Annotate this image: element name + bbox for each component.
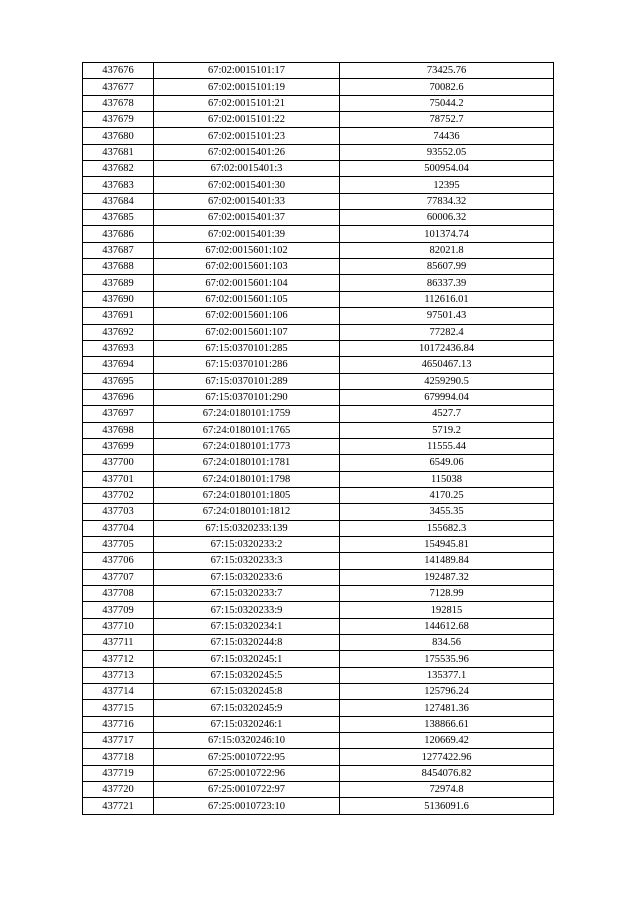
row-id-cell: 437707 bbox=[83, 569, 154, 585]
value-cell: 82021.8 bbox=[340, 242, 554, 258]
row-id-cell: 437686 bbox=[83, 226, 154, 242]
cadastral-number-cell: 67:02:0015401:37 bbox=[154, 210, 340, 226]
value-cell: 5136091.6 bbox=[340, 798, 554, 814]
cadastral-number-cell: 67:25:0010723:10 bbox=[154, 798, 340, 814]
value-cell: 3455.35 bbox=[340, 504, 554, 520]
table-row bbox=[83, 177, 554, 193]
value-cell: 500954.04 bbox=[340, 161, 554, 177]
row-id-cell: 437714 bbox=[83, 684, 154, 700]
row-id-cell: 437693 bbox=[83, 340, 154, 356]
cadastral-number-cell: 67:15:0320245:5 bbox=[154, 667, 340, 683]
row-id-cell: 437719 bbox=[83, 765, 154, 781]
cadastral-number-cell: 67:15:0320233:2 bbox=[154, 536, 340, 552]
row-id-cell: 437698 bbox=[83, 422, 154, 438]
cadastral-number-cell: 67:02:0015601:107 bbox=[154, 324, 340, 340]
value-cell: 12395 bbox=[340, 177, 554, 193]
table-row bbox=[83, 504, 554, 520]
row-id-cell: 437704 bbox=[83, 520, 154, 536]
row-id-cell: 437689 bbox=[83, 275, 154, 291]
cadastral-number-cell: 67:02:0015601:106 bbox=[154, 308, 340, 324]
row-id-cell: 437702 bbox=[83, 487, 154, 503]
table-row bbox=[83, 193, 554, 209]
value-cell: 73425.76 bbox=[340, 63, 554, 79]
table-row bbox=[83, 455, 554, 471]
table-row bbox=[83, 389, 554, 405]
value-cell: 4650467.13 bbox=[340, 357, 554, 373]
table-row bbox=[83, 128, 554, 144]
value-cell: 93552.05 bbox=[340, 144, 554, 160]
cadastral-number-cell: 67:02:0015401:3 bbox=[154, 161, 340, 177]
cadastral-number-cell: 67:24:0180101:1798 bbox=[154, 471, 340, 487]
cadastral-number-cell: 67:15:0320246:10 bbox=[154, 733, 340, 749]
table-row bbox=[83, 716, 554, 732]
value-cell: 75044.2 bbox=[340, 95, 554, 111]
value-cell: 7128.99 bbox=[340, 586, 554, 602]
row-id-cell: 437703 bbox=[83, 504, 154, 520]
value-cell: 144612.68 bbox=[340, 618, 554, 634]
row-id-cell: 437712 bbox=[83, 651, 154, 667]
table-row bbox=[83, 210, 554, 226]
row-id-cell: 437691 bbox=[83, 308, 154, 324]
cadastral-number-cell: 67:15:0370101:285 bbox=[154, 340, 340, 356]
table-row bbox=[83, 259, 554, 275]
cadastral-number-cell: 67:15:0370101:290 bbox=[154, 389, 340, 405]
table-row bbox=[83, 602, 554, 618]
row-id-cell: 437683 bbox=[83, 177, 154, 193]
row-id-cell: 437715 bbox=[83, 700, 154, 716]
row-id-cell: 437679 bbox=[83, 112, 154, 128]
value-cell: 192815 bbox=[340, 602, 554, 618]
cadastral-number-cell: 67:02:0015101:21 bbox=[154, 95, 340, 111]
row-id-cell: 437681 bbox=[83, 144, 154, 160]
value-cell: 78752.7 bbox=[340, 112, 554, 128]
table-row bbox=[83, 340, 554, 356]
table-row bbox=[83, 357, 554, 373]
table-row bbox=[83, 651, 554, 667]
table-row bbox=[83, 667, 554, 683]
row-id-cell: 437708 bbox=[83, 586, 154, 602]
table-row bbox=[83, 226, 554, 242]
cadastral-number-cell: 67:02:0015601:103 bbox=[154, 259, 340, 275]
cadastral-number-cell: 67:15:0320246:1 bbox=[154, 716, 340, 732]
row-id-cell: 437697 bbox=[83, 406, 154, 422]
table-row bbox=[83, 308, 554, 324]
table-body bbox=[83, 63, 554, 815]
table-row bbox=[83, 569, 554, 585]
cadastral-number-cell: 67:02:0015401:39 bbox=[154, 226, 340, 242]
row-id-cell: 437700 bbox=[83, 455, 154, 471]
row-id-cell: 437709 bbox=[83, 602, 154, 618]
cadastral-number-cell: 67:24:0180101:1759 bbox=[154, 406, 340, 422]
row-id-cell: 437680 bbox=[83, 128, 154, 144]
cadastral-number-cell: 67:24:0180101:1773 bbox=[154, 438, 340, 454]
table-row bbox=[83, 291, 554, 307]
value-cell: 77282.4 bbox=[340, 324, 554, 340]
table-row bbox=[83, 798, 554, 814]
value-cell: 10172436.84 bbox=[340, 340, 554, 356]
table-row bbox=[83, 586, 554, 602]
value-cell: 141489.84 bbox=[340, 553, 554, 569]
value-cell: 120669.42 bbox=[340, 733, 554, 749]
cadastral-number-cell: 67:15:0320234:1 bbox=[154, 618, 340, 634]
cadastral-number-cell: 67:15:0320233:139 bbox=[154, 520, 340, 536]
cadastral-value-table bbox=[82, 62, 554, 815]
value-cell: 77834.32 bbox=[340, 193, 554, 209]
cadastral-number-cell: 67:15:0370101:289 bbox=[154, 373, 340, 389]
table-row bbox=[83, 536, 554, 552]
row-id-cell: 437690 bbox=[83, 291, 154, 307]
value-cell: 85607.99 bbox=[340, 259, 554, 275]
value-cell: 4259290.5 bbox=[340, 373, 554, 389]
row-id-cell: 437696 bbox=[83, 389, 154, 405]
table-row bbox=[83, 144, 554, 160]
value-cell: 115038 bbox=[340, 471, 554, 487]
row-id-cell: 437713 bbox=[83, 667, 154, 683]
table-row bbox=[83, 520, 554, 536]
cadastral-number-cell: 67:02:0015601:102 bbox=[154, 242, 340, 258]
table-row bbox=[83, 324, 554, 340]
table-row bbox=[83, 618, 554, 634]
row-id-cell: 437685 bbox=[83, 210, 154, 226]
value-cell: 834.56 bbox=[340, 635, 554, 651]
table-row bbox=[83, 782, 554, 798]
cadastral-number-cell: 67:02:0015101:23 bbox=[154, 128, 340, 144]
value-cell: 125796.24 bbox=[340, 684, 554, 700]
cadastral-number-cell: 67:25:0010722:96 bbox=[154, 765, 340, 781]
value-cell: 6549.06 bbox=[340, 455, 554, 471]
cadastral-number-cell: 67:24:0180101:1765 bbox=[154, 422, 340, 438]
value-cell: 86337.39 bbox=[340, 275, 554, 291]
row-id-cell: 437710 bbox=[83, 618, 154, 634]
row-id-cell: 437711 bbox=[83, 635, 154, 651]
value-cell: 74436 bbox=[340, 128, 554, 144]
cadastral-number-cell: 67:15:0320245:8 bbox=[154, 684, 340, 700]
table-row bbox=[83, 275, 554, 291]
cadastral-number-cell: 67:15:0370101:286 bbox=[154, 357, 340, 373]
row-id-cell: 437688 bbox=[83, 259, 154, 275]
cadastral-number-cell: 67:15:0320245:1 bbox=[154, 651, 340, 667]
table-row bbox=[83, 95, 554, 111]
value-cell: 60006.32 bbox=[340, 210, 554, 226]
value-cell: 4527.7 bbox=[340, 406, 554, 422]
value-cell: 4170.25 bbox=[340, 487, 554, 503]
value-cell: 101374.74 bbox=[340, 226, 554, 242]
row-id-cell: 437677 bbox=[83, 79, 154, 95]
row-id-cell: 437717 bbox=[83, 733, 154, 749]
table-row bbox=[83, 161, 554, 177]
cadastral-number-cell: 67:15:0320245:9 bbox=[154, 700, 340, 716]
value-cell: 11555.44 bbox=[340, 438, 554, 454]
cadastral-number-cell: 67:02:0015401:33 bbox=[154, 193, 340, 209]
table-row bbox=[83, 733, 554, 749]
value-cell: 5719.2 bbox=[340, 422, 554, 438]
row-id-cell: 437676 bbox=[83, 63, 154, 79]
table-row bbox=[83, 553, 554, 569]
cadastral-number-cell: 67:15:0320233:7 bbox=[154, 586, 340, 602]
cadastral-number-cell: 67:02:0015401:26 bbox=[154, 144, 340, 160]
table-row bbox=[83, 684, 554, 700]
row-id-cell: 437684 bbox=[83, 193, 154, 209]
cadastral-number-cell: 67:24:0180101:1805 bbox=[154, 487, 340, 503]
value-cell: 154945.81 bbox=[340, 536, 554, 552]
row-id-cell: 437721 bbox=[83, 798, 154, 814]
cadastral-number-cell: 67:02:0015101:19 bbox=[154, 79, 340, 95]
value-cell: 192487.32 bbox=[340, 569, 554, 585]
table-row bbox=[83, 700, 554, 716]
table-row bbox=[83, 63, 554, 79]
value-cell: 72974.8 bbox=[340, 782, 554, 798]
value-cell: 155682.3 bbox=[340, 520, 554, 536]
table-row bbox=[83, 79, 554, 95]
cadastral-number-cell: 67:24:0180101:1812 bbox=[154, 504, 340, 520]
row-id-cell: 437718 bbox=[83, 749, 154, 765]
cadastral-number-cell: 67:02:0015401:30 bbox=[154, 177, 340, 193]
table-row bbox=[83, 765, 554, 781]
cadastral-number-cell: 67:15:0320244:8 bbox=[154, 635, 340, 651]
value-cell: 679994.04 bbox=[340, 389, 554, 405]
cadastral-number-cell: 67:02:0015601:105 bbox=[154, 291, 340, 307]
row-id-cell: 437701 bbox=[83, 471, 154, 487]
value-cell: 175535.96 bbox=[340, 651, 554, 667]
cadastral-number-cell: 67:02:0015101:22 bbox=[154, 112, 340, 128]
table-row bbox=[83, 373, 554, 389]
row-id-cell: 437682 bbox=[83, 161, 154, 177]
row-id-cell: 437692 bbox=[83, 324, 154, 340]
table-row bbox=[83, 749, 554, 765]
cadastral-number-cell: 67:15:0320233:9 bbox=[154, 602, 340, 618]
cadastral-number-cell: 67:02:0015101:17 bbox=[154, 63, 340, 79]
table-row bbox=[83, 112, 554, 128]
table-row bbox=[83, 422, 554, 438]
row-id-cell: 437716 bbox=[83, 716, 154, 732]
cadastral-number-cell: 67:02:0015601:104 bbox=[154, 275, 340, 291]
value-cell: 127481.36 bbox=[340, 700, 554, 716]
value-cell: 138866.61 bbox=[340, 716, 554, 732]
row-id-cell: 437694 bbox=[83, 357, 154, 373]
value-cell: 70082.6 bbox=[340, 79, 554, 95]
table-row bbox=[83, 635, 554, 651]
row-id-cell: 437699 bbox=[83, 438, 154, 454]
row-id-cell: 437678 bbox=[83, 95, 154, 111]
table-row bbox=[83, 471, 554, 487]
cadastral-number-cell: 67:25:0010722:95 bbox=[154, 749, 340, 765]
cadastral-number-cell: 67:15:0320233:6 bbox=[154, 569, 340, 585]
value-cell: 135377.1 bbox=[340, 667, 554, 683]
cadastral-number-cell: 67:24:0180101:1781 bbox=[154, 455, 340, 471]
row-id-cell: 437706 bbox=[83, 553, 154, 569]
table-row bbox=[83, 406, 554, 422]
table-row bbox=[83, 487, 554, 503]
value-cell: 8454076.82 bbox=[340, 765, 554, 781]
value-cell: 112616.01 bbox=[340, 291, 554, 307]
value-cell: 1277422.96 bbox=[340, 749, 554, 765]
row-id-cell: 437720 bbox=[83, 782, 154, 798]
row-id-cell: 437687 bbox=[83, 242, 154, 258]
table-row bbox=[83, 438, 554, 454]
table-row bbox=[83, 242, 554, 258]
cadastral-number-cell: 67:15:0320233:3 bbox=[154, 553, 340, 569]
row-id-cell: 437695 bbox=[83, 373, 154, 389]
value-cell: 97501.43 bbox=[340, 308, 554, 324]
cadastral-number-cell: 67:25:0010722:97 bbox=[154, 782, 340, 798]
row-id-cell: 437705 bbox=[83, 536, 154, 552]
